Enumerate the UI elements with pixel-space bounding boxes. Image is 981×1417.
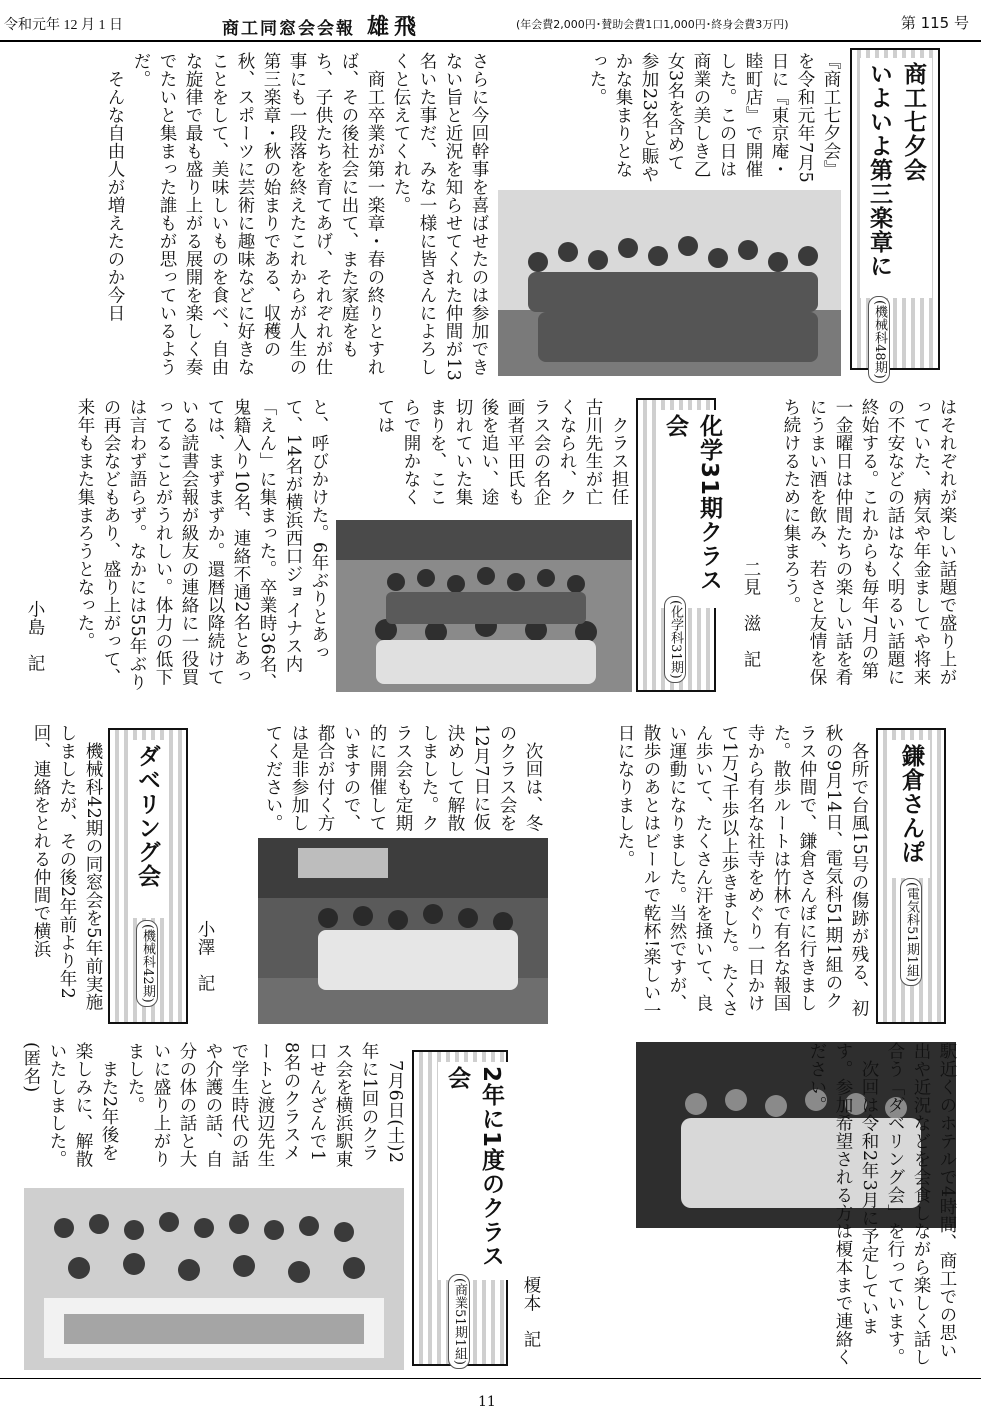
kamakura-body-2: 次回は、冬のクラス会を12月7日に仮決めして解散しました。クラス会も定期的に開催していますので、都合が付く方は是非参加してください。 xyxy=(263,724,543,832)
nennikai-body-1: 7月6日(土)2年に1回のクラス会を横浜駅東口せんざんで18名のクラスメートと渡辺先生で学生時代の話や介護の話、自分の体の話と大いに盛り上がりました。 また2年後を楽しみに、解散いたしました。(匿名) xyxy=(21,1042,405,1168)
group-photo-image xyxy=(336,520,632,692)
kamakura-subtitle: (電気科51期1組) xyxy=(900,878,922,986)
header-rule xyxy=(0,40,981,42)
tanabata-body-3: はそれぞれが楽しい話題で盛り上がっていた、病気や年金ましてや将来の不安などの話はなく明るい話題に終始する。これからも毎年7月の第一金曜日は仲間たちの楽しい話を肴にうまい酒を飲み、若さと友情を保ち続けるために集まろう。 xyxy=(781,398,957,686)
nennikai-title: 2年に1度のクラス会 xyxy=(438,1062,510,1280)
kagaku-subtitle: (化学科31期) xyxy=(664,596,686,683)
kamakura-body-1: 各所で台風15号の傷跡が残る、初秋の9月14日、電気科51期1組のクラス仲間で、鎌倉さんぽに行きました。散歩ルートは竹林で有名な報国寺から有名な社寺をめぐり一日かけて1万7千歩以上歩きました。たくさん歩いて、たくさん汗を掻いて、良い運動になりました。当然ですが、散歩のあとはビールで乾杯!楽しい一日になりました。 xyxy=(615,724,869,1020)
kamakura-title: 鎌倉さんぽ xyxy=(892,740,930,878)
nennikai-photo xyxy=(24,1188,404,1370)
nennikai-subtitle: (商業51期1組) xyxy=(448,1274,470,1369)
tanabata-title-box xyxy=(850,48,940,379)
footer-rule xyxy=(0,1378,981,1379)
kamakura-title-box xyxy=(876,728,946,1024)
newsletter-mark: 雄飛 xyxy=(367,15,422,40)
kagaku-photo xyxy=(336,520,632,692)
tanabata-body-1: 『商工七夕会』を令和元年7月5日に『東京庵・睦町店』で開催した。この日は商業の美しき乙女3名を含めて参加23名と賑やかな集まりとなった。 xyxy=(587,52,841,184)
newsletter-name: 商工同窓会会報 xyxy=(222,19,355,39)
dabering-author: 榎本 記 xyxy=(521,1276,541,1348)
dabering-body-2: 駅近くのホテルで4時間、商工での思い出や近況などを会食しながら楽しく話し合う「ダベリング会」を行っています。 次回は令和2年3月に予定しています。参加希望される方は榎本まで連絡ください。 xyxy=(807,1042,957,1366)
dabering-body-1: 機械科42期の同窓会を5年前実施しましたが、その後2年前より年2回、連絡をとれる仲間で横浜 xyxy=(31,724,103,1011)
kamakura-author: 小澤 記 xyxy=(195,920,215,992)
dabering-subtitle: (機械科42期) xyxy=(136,920,158,1007)
tanabata-author: 二見 滋 記 xyxy=(741,560,761,668)
kagaku-body-1: クラス担任古川先生が亡くなられ、クラス会の名企画者平田氏も後を追い、途切れていた集まりを、ここらで開かなくては xyxy=(375,398,629,506)
dabering-title: ダベリング会 xyxy=(128,740,166,918)
kagaku-title-box xyxy=(636,398,722,692)
tanabata-subtitle: (機械科48期) xyxy=(868,296,890,383)
group-photo-image xyxy=(498,190,841,376)
kamakura-photo xyxy=(258,838,548,1024)
page-number: 11 xyxy=(478,1394,496,1410)
tanabata-photo xyxy=(498,190,841,376)
group-photo-image xyxy=(258,838,548,1024)
tanabata-body-2: さらに今回幹事を喜ばせたのは参加できない旨と近況を知らせてくれた仲間が13名いた事だ、みな一様に皆さんによろしくと伝えてくれた。 商工卒業が第一楽章・春の終りとすれば、その後社会に出て、また家庭をもち、子供たちを育てあげ、それぞれが仕事にも一段落を終えたこれからが人生の第三楽章・秋の始まりである、収穫の秋、スポーツに芸術に趣味などに好きなことをして、美味しいものを食べ、自由な旋律で最も盛り上がる展開を楽しく奏でたいと集まった誰もが思っているようだ。 そんな自由人が増えたのか今日 xyxy=(105,52,489,382)
page-header xyxy=(0,8,981,40)
dabering-title-box xyxy=(108,728,188,1024)
issue-date: 令和元年 12 月 1 日 xyxy=(4,18,123,33)
issue-number: 第 115 号 xyxy=(900,14,969,32)
newsletter-title xyxy=(222,10,421,41)
tanabata-title: 商工七夕会 いよいよ第三楽章に xyxy=(860,58,932,298)
fee-note: (年会費2,000円･賛助会費1口1,000円･終身会費3万円) xyxy=(516,18,789,31)
group-photo-image xyxy=(24,1188,404,1370)
kagaku-body-2: と、呼びかけた。6年ぶりとあって、14名が横浜西口ジョイナス内「えん」に集まった。卒業時36名、鬼籍入り10名、連絡不通2名とあっては、まずまずか。還暦以降続けている読書会報が級友の連絡に一役買ってることがうれしい。体力の低下は言わず語らず。なかには55年ぶりの再会などもあり、盛り上がって、来年もまた集まろうとなった。 xyxy=(75,398,329,692)
nennikai-title-box xyxy=(412,1050,508,1366)
kagaku-title: 化学31期クラス会 xyxy=(656,410,728,608)
kagaku-author: 小島 記 xyxy=(25,600,45,672)
